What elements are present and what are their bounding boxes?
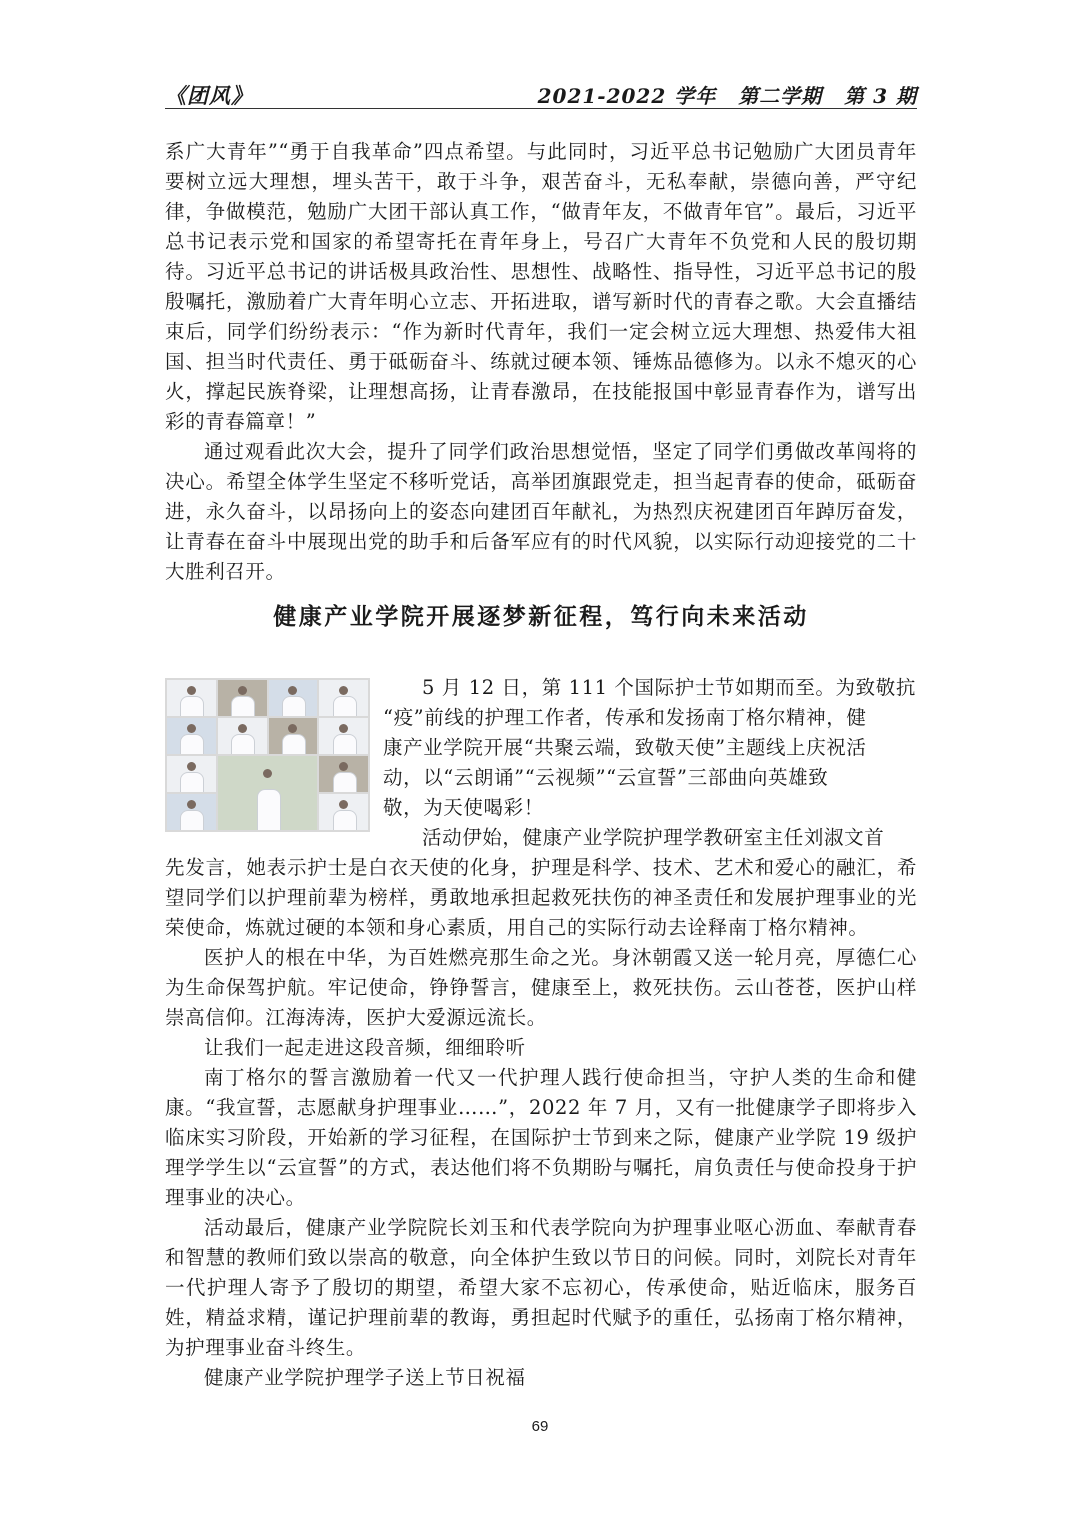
text-line: 康产业学院开展“共聚云端，致敬天使”主题线上庆祝活 [383,736,867,759]
journal-title: 《团风》 [165,83,253,108]
text-line: 动，以“云朗诵”“云视频”“云宣誓”三部曲向英雄致 [383,766,829,789]
paragraph: 先发言，她表示护士是白衣天使的化身，护理是科学、技术、艺术和爱心的融汇，希望同学们以护理前辈为榜样，勇敢地承担起救死扶伤的神圣责任和发展护理事业的光荣使命，炼就过硬的本领和身心素质，用自己的实际行动去诠释南丁格尔精神。 [165,856,917,939]
section-continued [165,137,917,587]
issue-number: 第 3 期 [844,84,917,108]
paragraph: 南丁格尔的誓言激励着一代又一代护理人践行使命担当，守护人类的生命和健康。“我宣誓，志愿献身护理事业……”，2022 年 7 月，又有一批健康学子即将步入临床实习阶段，开始新的学习征程，在国际护士节到来之际，健康产业学院 19 级护理学学生以“云宣誓”的方式，表达他们将不负期盼与嘱托，肩负责任与使命投身于护理事业的决心。 [165,1066,917,1209]
school-year: 2021-2022 学年 [537,84,717,108]
paragraph: 健康产业学院护理学子送上节日祝福 [204,1366,526,1389]
article-body [165,673,917,1393]
paragraph: 通过观看此次大会，提升了同学们政治思想觉悟，坚定了同学们勇做改革闯将的决心。希望全体学生坚定不移听党话，高举团旗跟党走，担当起青春的使命，砥砺奋进，永久奋斗，以昂扬向上的姿态向建团百年献礼，为热烈庆祝建团百年踔厉奋发，让青春在奋斗中展现出党的助手和后备军应有的时代风貌，以实际行动迎接党的二十大胜利召开。 [165,440,917,583]
text-line: 敬，为天使喝彩！ [383,796,544,819]
paragraph: 活动最后，健康产业学院院长刘玉和代表学院向为护理事业呕心沥血、奉献青春和智慧的教师们致以崇高的敬意，向全体护生致以节日的问候。同时，刘院长对青年一代护理人寄予了殷切的期望，希望大家不忘初心，传承使命，贴近临床，服务百姓，精益求精，谨记护理前辈的教诲，勇担起时代赋予的重任，弘扬南丁格尔精神，为护理事业奋斗终生。 [165,1216,917,1359]
issue-info [524,80,917,109]
text-line: “疫”前线的护理工作者，传承和发扬南丁格尔精神，健 [383,706,867,729]
article-title: 健康产业学院开展逐梦新征程，笃行向未来活动 [273,603,809,630]
text-line: 活动伊始，健康产业学院护理学教研室主任刘淑文首 [422,826,885,849]
semester: 第二学期 [738,84,823,108]
paragraph: 医护人的根在中华，为百姓燃亮那生命之光。身沐朝霞又送一轮月亮，厚德仁心为生命保驾护航。牢记使命，铮铮誓言，健康至上，救死扶伤。云山苍苍，医护山样崇高信仰。江海涛涛，医护大爱源远流长。 [165,946,917,1029]
page-header [165,78,917,109]
page-number: 69 [531,1418,549,1435]
paragraph: 系广大青年”“勇于自我革命”四点希望。与此同时，习近平总书记勉励广大团员青年要树立远大理想，埋头苦干，敢于斗争，艰苦奋斗，无私奉献，崇德向善，严守纪律，争做模范，勉励广大团干部认真工作，“做青年友，不做青年官”。最后，习近平总书记表示党和国家的希望寄托在青年身上，号召广大青年不负党和人民的殷切期待。习近平总书记的讲话极具政治性、思想性、战略性、指导性，习近平总书记的殷殷嘱托，激励着广大青年明心立志、开拓进取，谱写新时代的青春之歌。大会直播结束后，同学们纷纷表示：“作为新时代青年，我们一定会树立远大理想、热爱伟大祖国、担当时代责任、勇于砥砺奋斗、练就过硬本领、锤炼品德修为。以永不熄灭的心火，撑起民族脊梁，让理想高扬，让青春激昂，在技能报国中彰显青春作为，谱写出彩的青春篇章！” [165,140,917,433]
text-line: 5 月 12 日，第 111 个国际护士节如期而至。为致敬抗 [422,676,916,699]
paragraph: 让我们一起走进这段音频，细细聆听 [204,1036,526,1059]
